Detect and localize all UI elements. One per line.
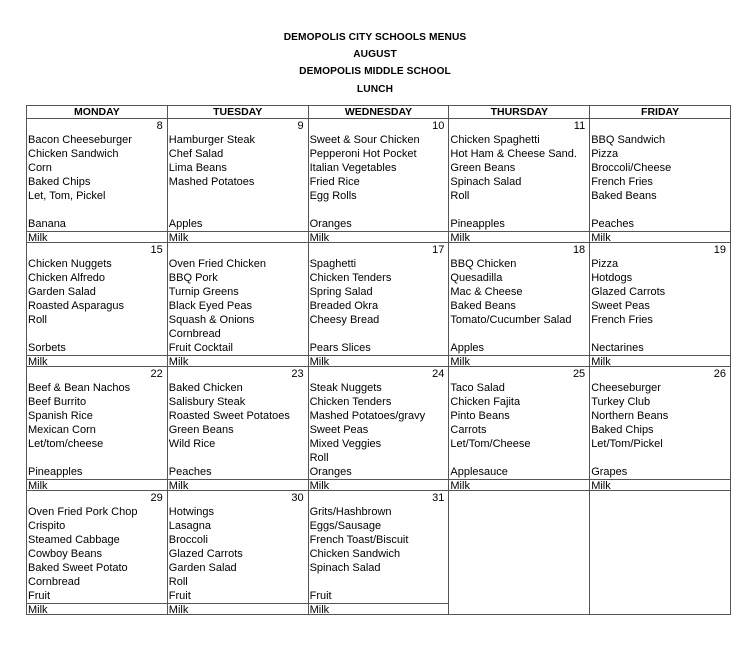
day-cell-content xyxy=(449,119,589,242)
day-number: 22 xyxy=(150,368,163,380)
day-cell-content xyxy=(590,243,730,366)
menu-item-list xyxy=(591,257,730,369)
menu-item: Baked Chips xyxy=(591,424,654,436)
menu-item: BBQ Pork xyxy=(168,272,218,284)
day-cell-content xyxy=(27,491,167,614)
week-row xyxy=(27,491,731,615)
menu-item-list xyxy=(169,505,308,617)
menu-item: Peaches xyxy=(591,218,634,230)
menu-item: Hotwings xyxy=(168,506,215,518)
day-cell xyxy=(308,491,449,615)
menu-item: Glazed Carrots xyxy=(168,548,243,560)
month-title: AUGUST xyxy=(353,49,397,61)
day-number: 23 xyxy=(291,368,304,380)
day-cell xyxy=(308,243,449,367)
menu-item: Mashed Potatoes/gravy xyxy=(309,410,426,422)
day-cell xyxy=(27,491,168,615)
menu-item-list xyxy=(28,505,167,617)
menu-item: Cheesy Bread xyxy=(309,314,380,326)
menu-item xyxy=(591,327,730,341)
menu-item: Milk xyxy=(27,355,167,369)
day-cell-content xyxy=(590,367,730,490)
menu-item: French Fries xyxy=(591,176,653,188)
day-cell xyxy=(167,119,308,243)
menu-item: Milk xyxy=(309,603,449,617)
menu-item: Milk xyxy=(449,479,589,493)
menu-item: Sweet Peas xyxy=(309,424,369,436)
menu-item: Mac & Cheese xyxy=(450,286,523,298)
menu-item: Eggs/Sausage xyxy=(309,520,382,532)
menu-item: Pinto Beans xyxy=(450,410,510,422)
menu-item: Chicken Nuggets xyxy=(28,258,112,270)
day-cell-content xyxy=(27,367,167,490)
menu-header xyxy=(0,29,750,98)
day-cell xyxy=(27,243,168,367)
menu-item: Italian Vegetables xyxy=(309,162,397,174)
day-number: 29 xyxy=(150,492,163,504)
day-cell xyxy=(308,367,449,491)
menu-item: Oven Fried Pork Chop xyxy=(28,506,138,518)
menu-item: Let/Tom/Cheese xyxy=(450,438,531,450)
weekday-header-wednesday: WEDNESDAY xyxy=(308,106,449,119)
day-number: 19 xyxy=(713,244,726,256)
menu-item: Salisbury Steak xyxy=(168,396,246,408)
menu-item: Black Eyed Peas xyxy=(168,300,252,312)
menu-item: Grapes xyxy=(591,466,628,478)
menu-item: Cowboy Beans xyxy=(28,548,102,560)
menu-item: Milk xyxy=(590,231,730,245)
menu-item-list xyxy=(450,381,589,493)
menu-item: Spinach Salad xyxy=(450,176,522,188)
day-number: 26 xyxy=(713,368,726,380)
menu-item: Milk xyxy=(449,231,589,245)
day-cell-content xyxy=(168,119,308,242)
day-cell-content xyxy=(27,243,167,366)
menu-item: Applesauce xyxy=(450,466,508,478)
menu-item: Milk xyxy=(309,479,449,493)
menu-item: Chicken Fajita xyxy=(450,396,521,408)
menu-item-list xyxy=(28,381,167,493)
menu-item: Milk xyxy=(168,603,308,617)
menu-item: Let/tom/cheese xyxy=(28,438,104,450)
menu-item xyxy=(310,575,449,589)
menu-item xyxy=(310,327,449,341)
menu-item: Roasted Asparagus xyxy=(28,300,125,312)
meal-title: LUNCH xyxy=(356,83,394,95)
menu-item: Sweet Peas xyxy=(591,300,650,312)
menu-item: Milk xyxy=(27,603,167,617)
weekday-header-thursday: THURSDAY xyxy=(449,106,590,119)
menu-item: Apples xyxy=(168,218,203,230)
menu-item: Broccoli xyxy=(168,534,208,546)
day-cell-content xyxy=(590,119,730,242)
menu-item: Spanish Rice xyxy=(28,410,93,422)
menu-item: Egg Rolls xyxy=(309,190,357,202)
menu-item: Milk xyxy=(168,231,308,245)
menu-item: Spring Salad xyxy=(309,286,373,298)
menu-item: Fried Rice xyxy=(309,176,360,188)
day-cell-content xyxy=(309,243,449,366)
menu-item: Corn xyxy=(28,162,52,174)
weekday-header-monday: MONDAY xyxy=(27,106,168,119)
menu-item: Lima Beans xyxy=(168,162,227,174)
menu-item: Roll xyxy=(450,190,470,202)
menu-item: Chicken Spaghetti xyxy=(450,134,540,146)
menu-item: Pepperoni Hot Pocket xyxy=(309,148,417,160)
menu-item: Roll xyxy=(168,576,188,588)
menu-item-list xyxy=(169,133,308,245)
menu-item-list xyxy=(591,381,730,493)
menu-item: Steak Nuggets xyxy=(309,382,382,394)
menu-item: Milk xyxy=(27,231,167,245)
menu-item-list xyxy=(450,133,589,245)
menu-item: Baked Beans xyxy=(450,300,516,312)
day-number: 8 xyxy=(156,120,163,132)
menu-item: Cornbread xyxy=(28,576,80,588)
menu-item-list xyxy=(310,257,449,369)
weekday-header-friday: FRIDAY xyxy=(590,106,731,119)
day-cell-content xyxy=(309,491,449,614)
district-title: DEMOPOLIS CITY SCHOOLS MENUS xyxy=(283,32,467,43)
menu-item: Fruit xyxy=(309,590,332,602)
menu-item: Roasted Sweet Potatoes xyxy=(168,410,290,422)
menu-item-list xyxy=(450,257,589,369)
week-row xyxy=(27,367,731,491)
menu-item: Baked Chips xyxy=(28,176,91,188)
menu-item: Mixed Veggies xyxy=(309,438,382,450)
menu-item: Lasagna xyxy=(168,520,212,532)
menu-item: Crispito xyxy=(28,520,66,532)
menu-item: Milk xyxy=(309,355,449,369)
menu-item: Milk xyxy=(27,479,167,493)
day-cell xyxy=(449,491,590,615)
menu-item: Mashed Potatoes xyxy=(168,176,255,188)
menu-item: Quesadilla xyxy=(450,272,503,284)
menu-item: BBQ Sandwich xyxy=(591,134,666,146)
menu-item: Spinach Salad xyxy=(309,562,381,574)
weekday-header-tuesday: TUESDAY xyxy=(167,106,308,119)
menu-item: Breaded Okra xyxy=(309,300,379,312)
menu-item: Baked Beans xyxy=(591,190,657,202)
menu-item: Pineapples xyxy=(450,218,505,230)
menu-item-list xyxy=(28,257,167,369)
menu-item: Cheeseburger xyxy=(591,382,661,394)
menu-item-list xyxy=(169,257,308,369)
menu-item: Pears Slices xyxy=(309,342,371,354)
menu-item: Glazed Carrots xyxy=(591,286,666,298)
day-cell-content xyxy=(168,367,308,490)
menu-item: Chicken Tenders xyxy=(309,272,392,284)
menu-item: Steamed Cabbage xyxy=(28,534,120,546)
menu-item: Tomato/Cucumber Salad xyxy=(450,314,572,326)
menu-item: Pizza xyxy=(591,148,619,160)
menu-item: Oranges xyxy=(309,218,352,230)
menu-item: Beef & Bean Nachos xyxy=(28,382,131,394)
menu-item: Garden Salad xyxy=(28,286,96,298)
menu-item: Green Beans xyxy=(168,424,234,436)
day-cell-content xyxy=(590,491,730,614)
menu-item: Nectarines xyxy=(591,342,644,354)
day-cell xyxy=(449,243,590,367)
day-cell xyxy=(167,491,308,615)
menu-item: Let, Tom, Pickel xyxy=(28,190,106,202)
menu-item xyxy=(450,203,589,217)
menu-item-list xyxy=(169,381,308,493)
menu-item: Spaghetti xyxy=(309,258,357,270)
day-number: 24 xyxy=(432,368,445,380)
week-row xyxy=(27,119,731,243)
day-cell xyxy=(590,243,731,367)
menu-item: Baked Chicken xyxy=(168,382,243,394)
menu-item: Pizza xyxy=(591,258,619,270)
menu-item: Milk xyxy=(449,355,589,369)
day-cell-content xyxy=(449,367,589,490)
menu-item: Grits/Hashbrown xyxy=(309,506,392,518)
menu-item: Northern Beans xyxy=(591,410,669,422)
menu-item: Chicken Sandwich xyxy=(28,148,119,160)
menu-item xyxy=(450,451,589,465)
menu-item: French Toast/Biscuit xyxy=(309,534,409,546)
menu-item: Chicken Alfredo xyxy=(28,272,106,284)
menu-item: Pineapples xyxy=(28,466,83,478)
menu-item: Squash & Onions xyxy=(168,314,255,326)
menu-item: Chicken Tenders xyxy=(309,396,392,408)
day-number: 30 xyxy=(291,492,304,504)
menu-item: Milk xyxy=(168,479,308,493)
menu-item: Mexican Corn xyxy=(28,424,96,436)
menu-item: Hot Ham & Cheese Sand. xyxy=(450,148,577,160)
menu-item-list xyxy=(310,381,449,493)
menu-item: Fruit xyxy=(168,590,191,602)
menu-item: Sweet & Sour Chicken xyxy=(309,134,420,146)
menu-calendar xyxy=(26,105,731,615)
menu-item: Wild Rice xyxy=(168,438,216,450)
day-number: 18 xyxy=(572,244,586,256)
weekday-header-row xyxy=(27,106,731,119)
day-cell-content xyxy=(309,119,449,242)
menu-item: Beef Burrito xyxy=(28,396,87,408)
day-number: 31 xyxy=(432,492,445,504)
day-number: 9 xyxy=(297,120,304,132)
menu-item: Chicken Sandwich xyxy=(309,548,401,560)
menu-item: Peaches xyxy=(168,466,212,478)
menu-item: Let/Tom/Pickel xyxy=(591,438,663,450)
menu-item: Taco Salad xyxy=(450,382,505,394)
menu-item xyxy=(28,451,167,465)
day-cell xyxy=(167,243,308,367)
day-cell-content xyxy=(449,243,589,366)
day-cell xyxy=(590,119,731,243)
day-cell xyxy=(27,119,168,243)
menu-item: Banana xyxy=(28,218,66,230)
menu-item: Sorbets xyxy=(28,342,66,354)
day-cell xyxy=(167,367,308,491)
menu-item: Cornbread xyxy=(168,328,221,340)
menu-item xyxy=(310,203,449,217)
day-number: 11 xyxy=(573,120,586,132)
school-title: DEMOPOLIS MIDDLE SCHOOL xyxy=(299,66,451,78)
menu-item xyxy=(450,327,589,341)
day-cell xyxy=(27,367,168,491)
week-row xyxy=(27,243,731,367)
menu-item xyxy=(169,189,308,203)
menu-item xyxy=(28,203,167,217)
menu-weeks xyxy=(27,119,731,615)
day-number: 17 xyxy=(432,244,445,256)
menu-item-list xyxy=(28,133,167,245)
day-cell-content xyxy=(449,491,589,614)
menu-item-list xyxy=(591,133,730,245)
menu-item: Carrots xyxy=(450,424,487,436)
menu-item: Bacon Cheeseburger xyxy=(28,134,132,146)
menu-item: Baked Sweet Potato xyxy=(28,562,128,574)
menu-item: Oranges xyxy=(309,466,352,478)
menu-item: Apples xyxy=(450,342,485,354)
menu-item: Hamburger Steak xyxy=(168,134,256,146)
day-cell-content xyxy=(168,243,308,366)
day-cell xyxy=(590,491,731,615)
menu-item: Milk xyxy=(590,479,730,493)
menu-item: Chef Salad xyxy=(168,148,224,160)
day-cell-content xyxy=(27,119,167,242)
day-number: 15 xyxy=(150,244,163,256)
menu-item: Milk xyxy=(168,355,308,369)
menu-item: Roll xyxy=(28,314,47,326)
menu-item-list xyxy=(310,133,449,245)
menu-item: Broccoli/Cheese xyxy=(591,162,672,174)
menu-item xyxy=(591,451,730,465)
day-number: 25 xyxy=(572,368,586,380)
day-cell xyxy=(449,367,590,491)
menu-item xyxy=(169,203,308,217)
menu-item: Fruit Cocktail xyxy=(168,342,233,354)
menu-item: Hotdogs xyxy=(591,272,633,284)
day-cell-content xyxy=(168,491,308,614)
menu-item: Green Beans xyxy=(450,162,516,174)
menu-item: Milk xyxy=(309,231,449,245)
menu-item xyxy=(28,327,167,341)
menu-item: Turnip Greens xyxy=(168,286,239,298)
menu-item: Fruit xyxy=(28,590,50,602)
menu-item: Roll xyxy=(309,452,329,464)
day-cell xyxy=(449,119,590,243)
menu-item xyxy=(169,451,308,465)
menu-item: French Fries xyxy=(591,314,653,326)
day-cell-content xyxy=(309,367,449,490)
day-cell xyxy=(308,119,449,243)
menu-item-list xyxy=(310,505,449,617)
menu-item: Turkey Club xyxy=(591,396,651,408)
menu-item: Garden Salad xyxy=(168,562,237,574)
day-number: 10 xyxy=(432,120,445,132)
menu-item xyxy=(591,203,730,217)
menu-item: BBQ Chicken xyxy=(450,258,517,270)
menu-item: Milk xyxy=(590,355,730,369)
day-cell xyxy=(590,367,731,491)
menu-item: Oven Fried Chicken xyxy=(168,258,267,270)
